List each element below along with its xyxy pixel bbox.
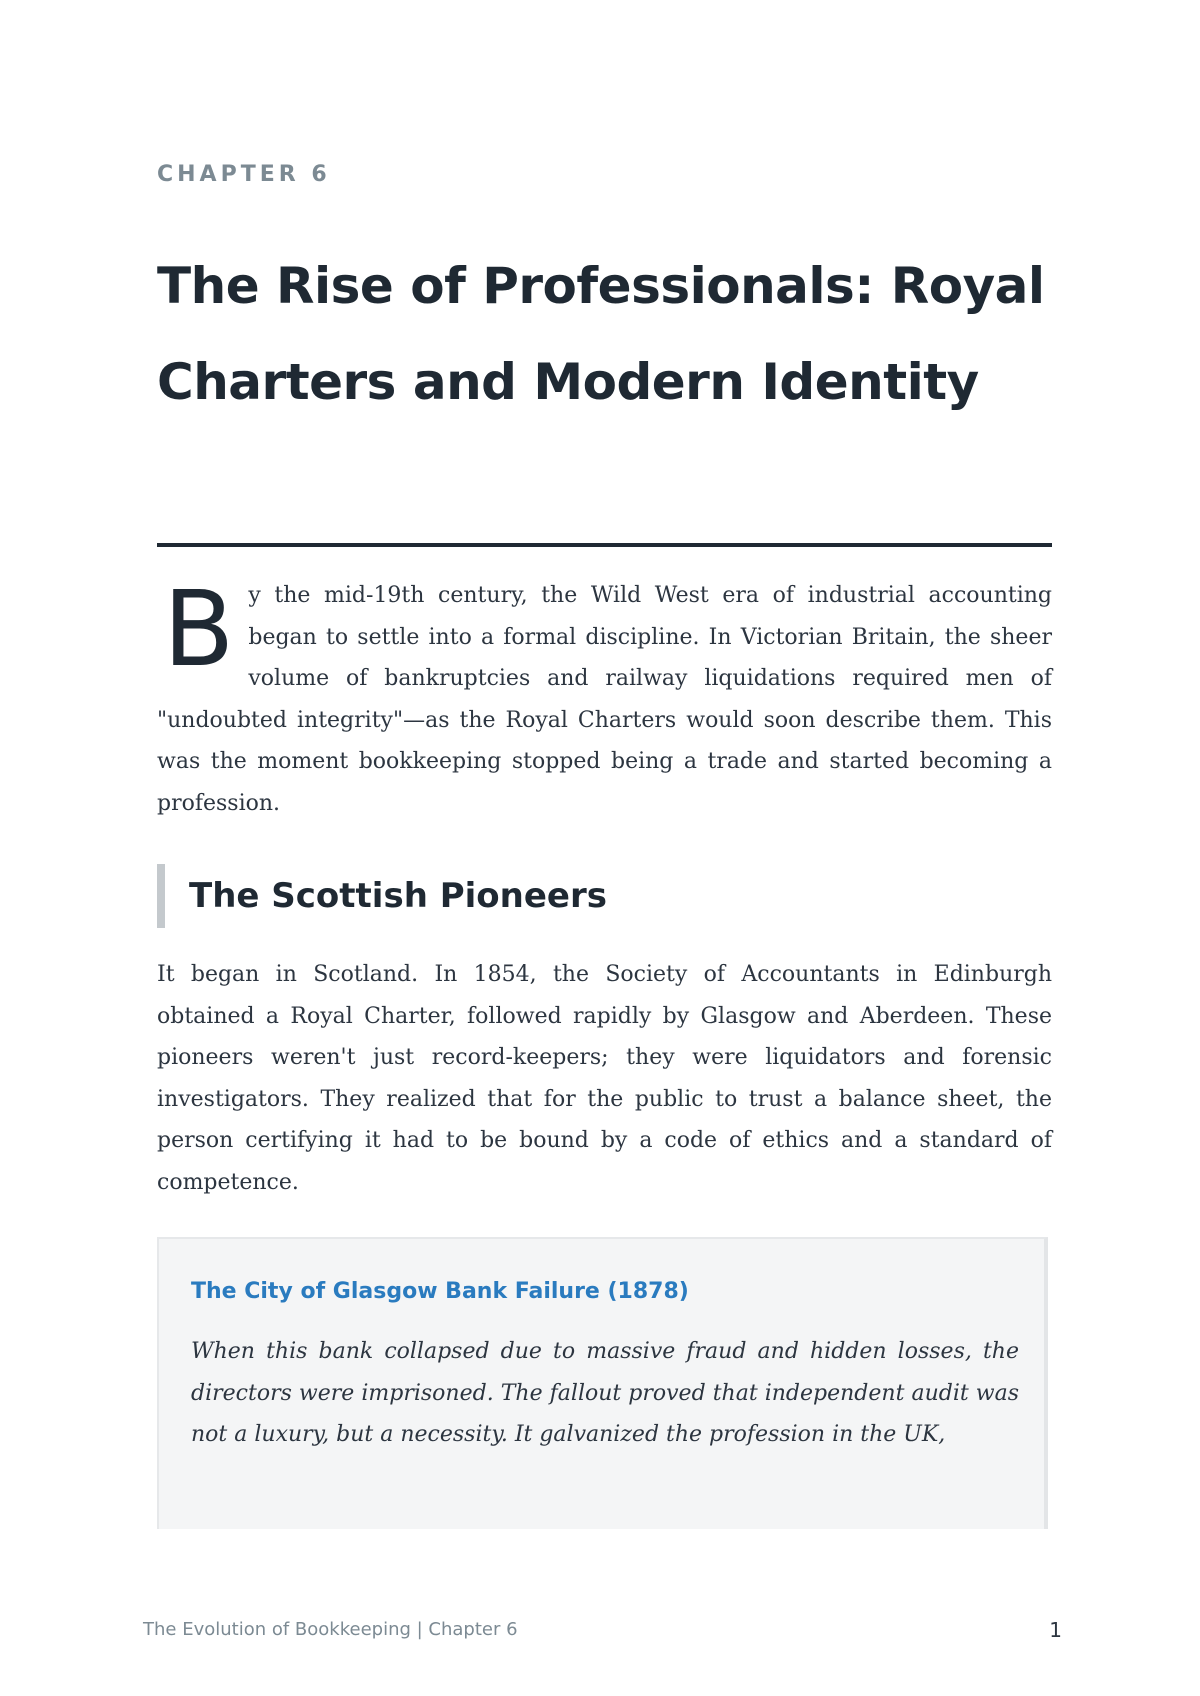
section-heading-text: The Scottish Pioneers xyxy=(189,876,607,916)
section-heading xyxy=(157,864,607,928)
intro-text: y the mid-19th century, the Wild West era of industrial accounting began to settle into a formal discipline. In Victorian Britain, the sheer volume of bankruptcies and railway liquidations required men of "undoubted integrity"—as the Royal Charters would soon describe them. This was the moment bookkeeping stopped being a trade and started becoming a profession. xyxy=(157,583,1052,816)
chapter-label: CHAPTER 6 xyxy=(157,162,331,187)
intro-paragraph xyxy=(157,568,1052,824)
callout-title: The City of Glasgow Bank Failure (1878) xyxy=(191,1279,689,1304)
section-paragraph: It began in Scotland. In 1854, the Society of Accountants in Edinburgh obtained a Royal Charter, followed rapidly by Glasgow and Aberdeen. These pioneers weren't just record-keepers; they were liquidators and forensic investigators. They realized that for the public to trust a balance sheet, the person certifying it had to be bound by a code of ethics and a standard of competence. xyxy=(157,962,1052,1195)
footer-page-number: 1 xyxy=(1049,1618,1062,1642)
callout-text: When this bank collapsed due to massive fraud and hidden losses, the directors were imprisoned. The fallout proved that independent audit was not a luxury, but a necessity. It galvanized the profession in the UK, xyxy=(191,1339,1019,1447)
title-divider xyxy=(157,543,1052,547)
callout-box xyxy=(157,1237,1048,1529)
chapter-title: The Rise of Professionals: Royal Charters and Modern Identity xyxy=(157,257,1045,411)
footer-running-title: The Evolution of Bookkeeping | Chapter 6 xyxy=(143,1619,518,1640)
drop-cap: B xyxy=(163,568,235,690)
